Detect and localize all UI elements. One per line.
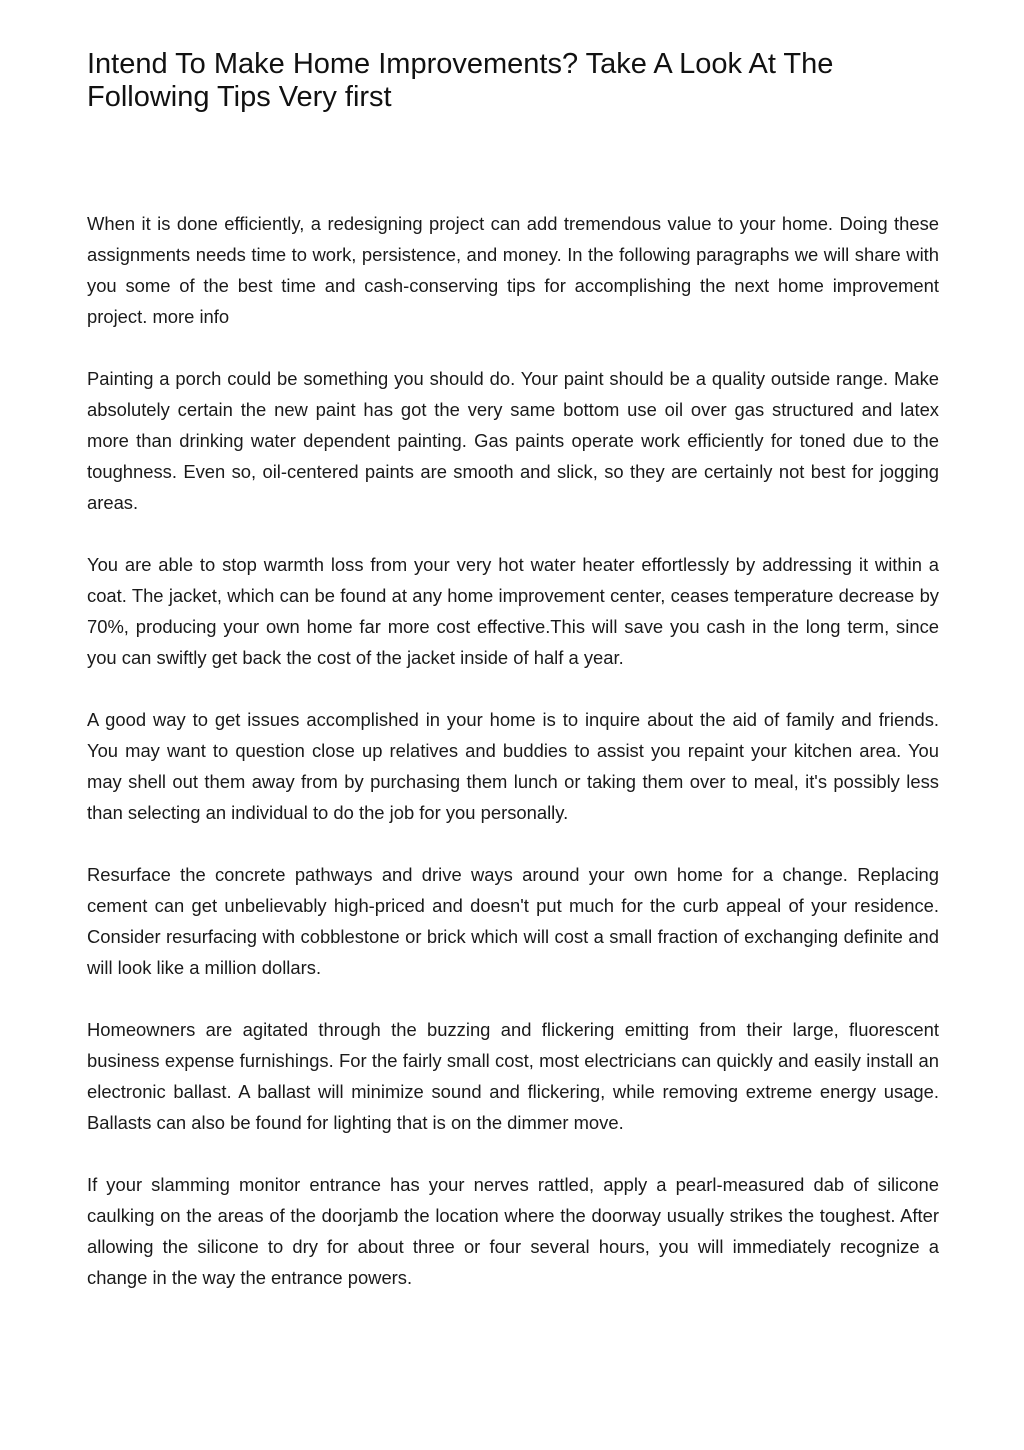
paragraph-water-heater: You are able to stop warmth loss from your very hot water heater effortlessly by addressing it within a coat. The jacket, which can be found at any home improvement center, ceases temperature decrease by 70%, producing your own home far more cost effective.This will save you cash in the long term, since you can swiftly get back the cost of the jacket inside of half a year.	[87, 554, 939, 668]
more-info-link[interactable]: more info	[152, 306, 230, 327]
paragraph-text: When it is done efficiently, a redesigning project can add tremendous value to your home. Doing these assignments needs time to work, persistence, and money. In the following paragraphs we will share with you some of the best time and cash-conserving tips for accomplishing the next home improvement project.	[87, 213, 939, 327]
page-title: Intend To Make Home Improvements? Take A Look At The Following Tips Very first	[87, 48, 834, 113]
paragraph-door-caulking: If your slamming monitor entrance has your nerves rattled, apply a pearl-measured dab of silicone caulking on the areas of the doorjamb the location where the doorway usually strikes the toughest. After allowing the silicone to dry for about three or four several hours, you will immediately recognize a change in the way the entrance powers.	[87, 1174, 939, 1288]
document-page	[87, 48, 939, 1324]
paragraph-porch-painting: Painting a porch could be something you should do. Your paint should be a quality outside range. Make absolutely certain the new paint has got the very same bottom use oil over gas structured and latex more than drinking water dependent painting. Gas paints operate work efficiently for toned due to the toughness. Even so, oil-centered paints are smooth and slick, so they are certainly not best for jogging areas.	[87, 368, 939, 513]
article-body	[87, 208, 939, 1293]
paragraph-family-help: A good way to get issues accomplished in your home is to inquire about the aid of family and friends. You may want to question close up relatives and buddies to assist you repaint your kitchen area. You may shell out them away from by purchasing them lunch or taking them over to meal, it's possibly less than selecting an individual to do the job for you personally.	[87, 709, 939, 823]
paragraph-ballast: Homeowners are agitated through the buzzing and flickering emitting from their large, fluorescent business expense furnishings. For the fairly small cost, most electricians can quickly and easily install an electronic ballast. A ballast will minimize sound and flickering, while removing extreme energy usage. Ballasts can also be found for lighting that is on the dimmer move.	[87, 1019, 939, 1133]
paragraph-resurface-concrete: Resurface the concrete pathways and drive ways around your own home for a change. Replacing cement can get unbelievably high-priced and doesn't put much for the curb appeal of your residence. Consider resurfacing with cobblestone or brick which will cost a small fraction of exchanging definite and will look like a million dollars.	[87, 864, 939, 978]
paragraph-intro	[87, 208, 939, 332]
